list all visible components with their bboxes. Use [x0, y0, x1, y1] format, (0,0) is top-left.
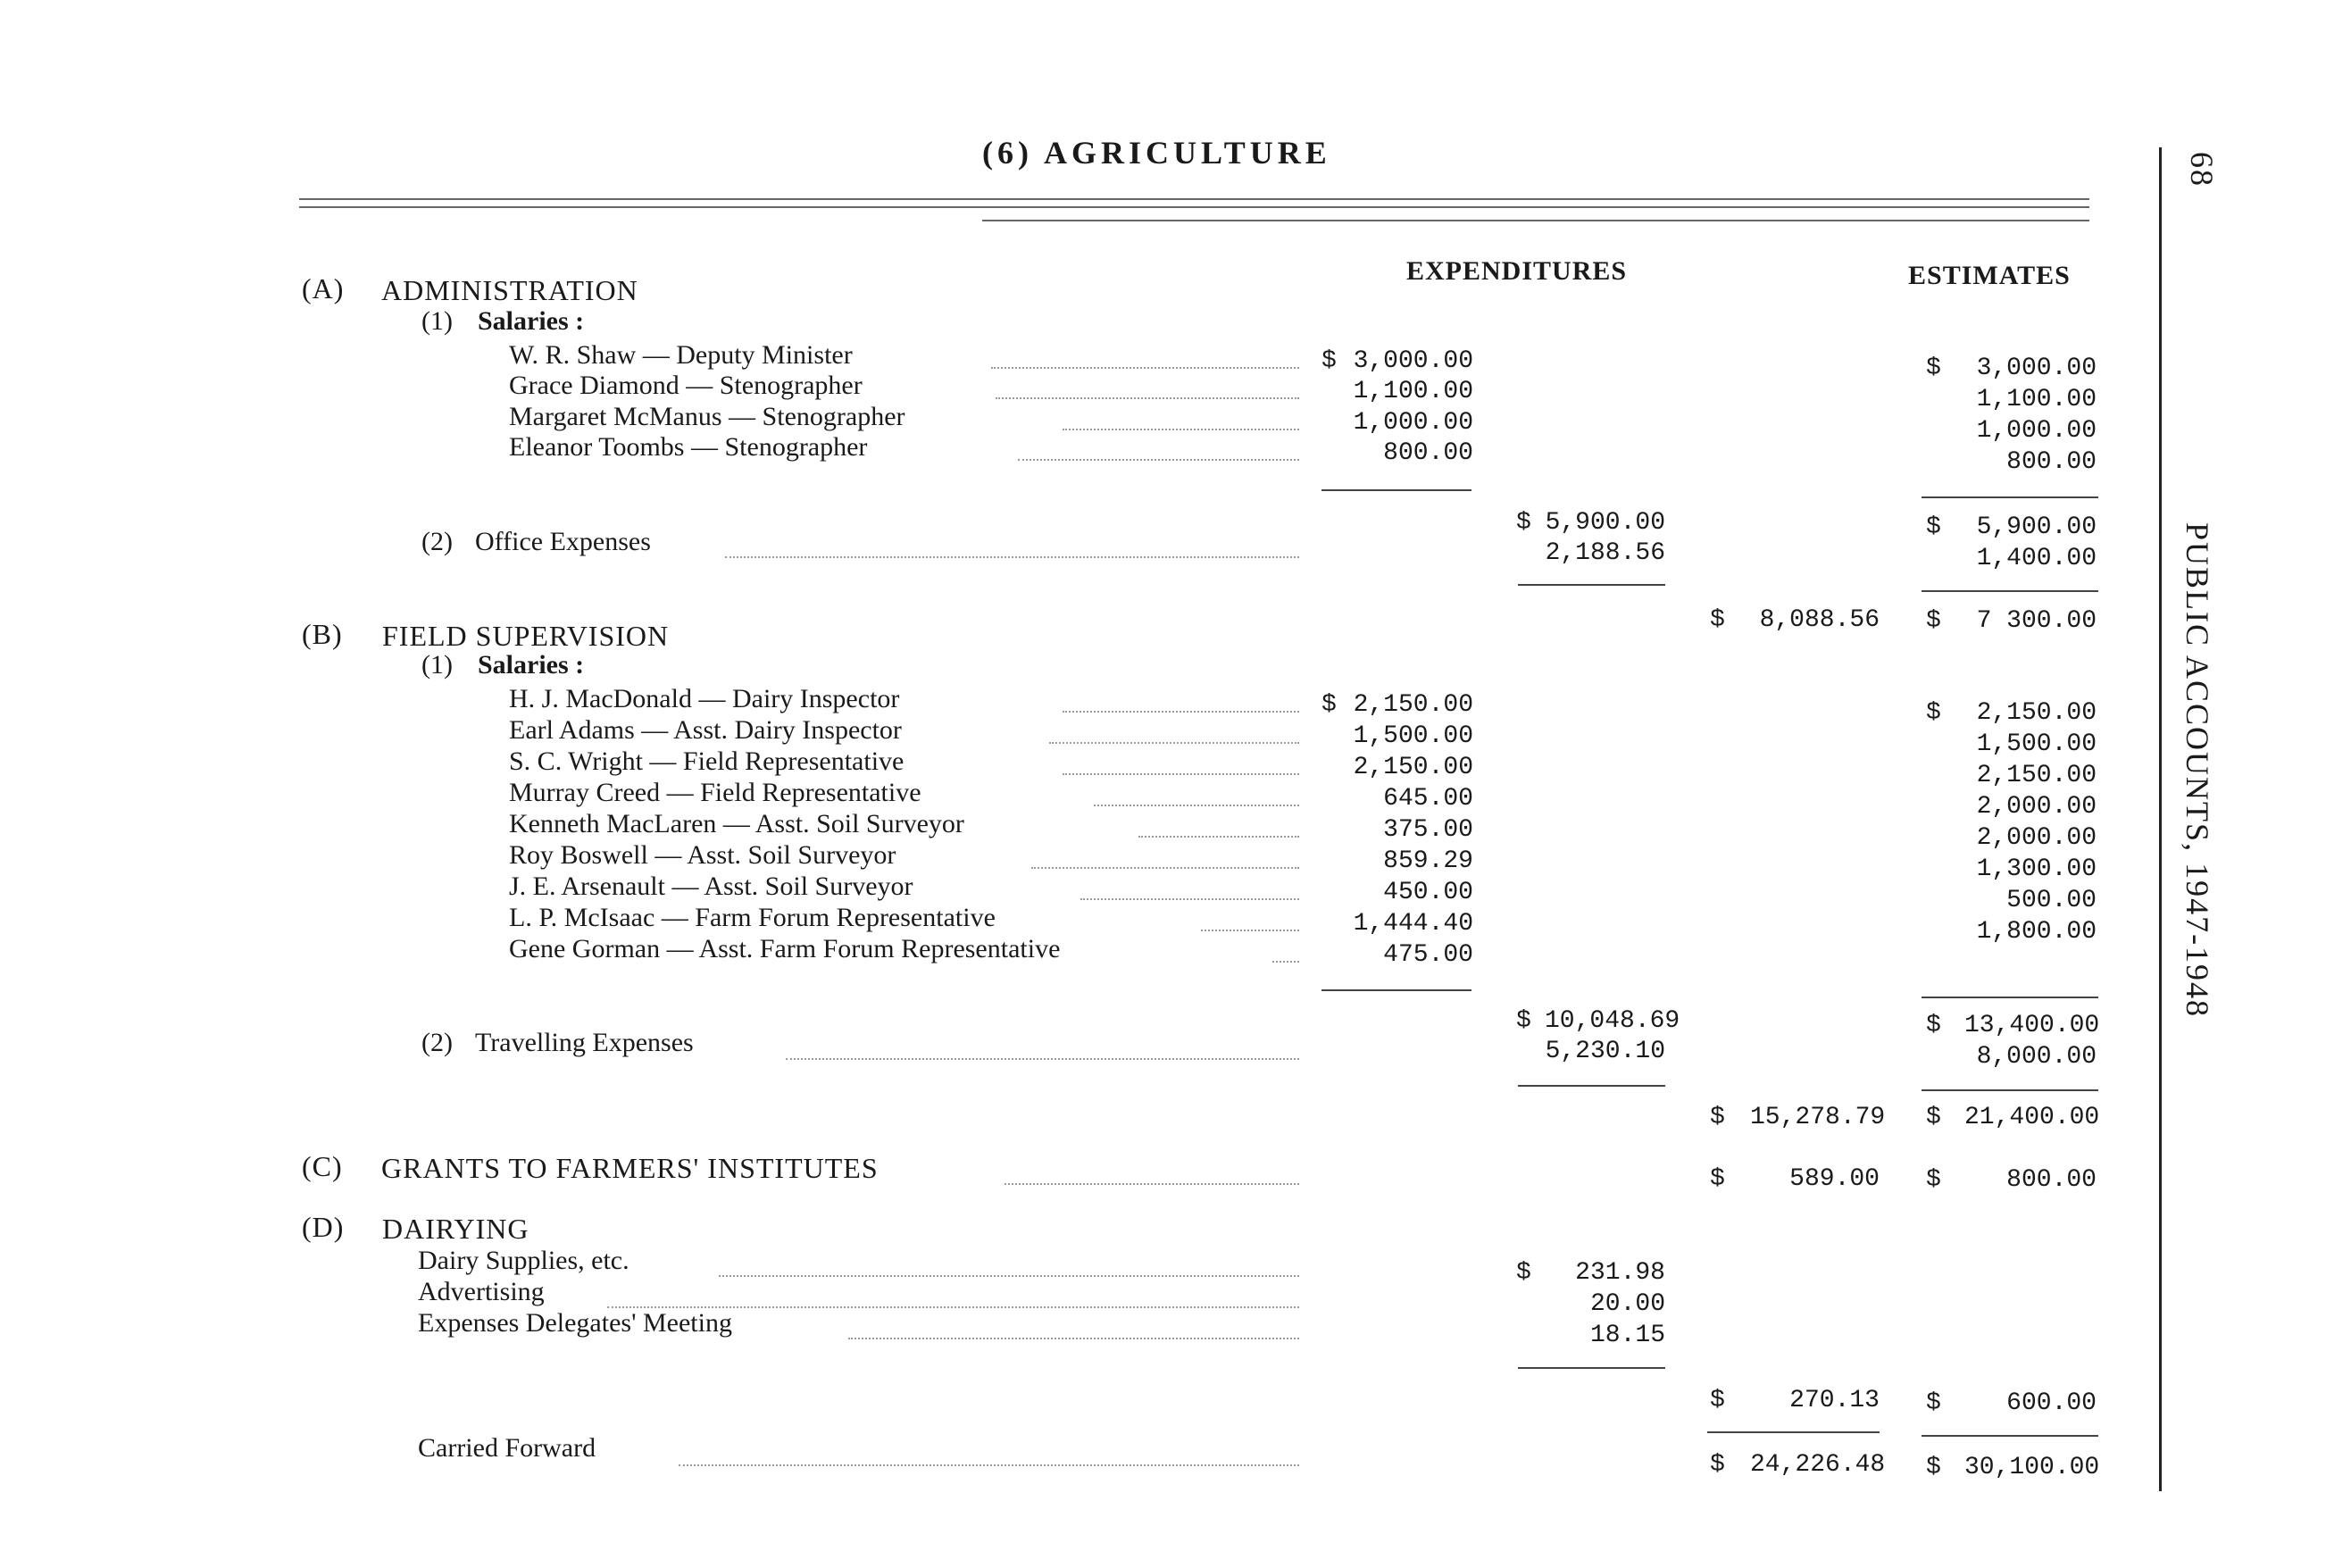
salary-row-estimate: 1,300.00	[1976, 855, 2097, 883]
carried-forward-rule	[1707, 1431, 1880, 1433]
salary-row-name: Eleanor Toombs — Stenographer	[509, 432, 868, 462]
salary-row-name: J. E. Arsenault — Asst. Soil Surveyor	[509, 872, 913, 901]
salary-row-expenditure: 2,150.00	[1353, 691, 1473, 719]
right-margin-line	[2159, 147, 2162, 1491]
salary-row-estimate: 2,150.00	[1976, 699, 2097, 727]
dot-leader	[679, 1464, 1299, 1466]
dot-leader	[1063, 773, 1299, 775]
dollar-sign: $	[1926, 1012, 1941, 1039]
dollar-sign: $	[1926, 607, 1941, 635]
dot-leader	[725, 556, 1299, 558]
dollar-sign: $	[1321, 347, 1337, 375]
dollar-sign: $	[1710, 606, 1725, 634]
dollar-sign: $	[1926, 513, 1941, 541]
salary-row-name: Murray Creed — Field Representative	[509, 778, 921, 807]
side-title: PUBLIC ACCOUNTS, 1947-1948	[2180, 522, 2215, 1019]
section-a-salaries-total: 5,900.00	[1545, 509, 1665, 537]
dollar-sign: $	[1516, 509, 1531, 537]
carried-forward-total: 24,226.48	[1750, 1451, 1886, 1479]
section-a-salaries-title: Salaries :	[478, 306, 585, 336]
dot-leader	[1018, 459, 1299, 461]
section-a-salaries-total-estimate: 5,900.00	[1976, 513, 2097, 541]
section-b-salaries-total-estimate: 13,400.00	[1964, 1012, 2100, 1039]
subtotal-rule	[1922, 496, 2098, 498]
salary-row-name: Grace Diamond — Stenographer	[509, 371, 863, 400]
section-b-salaries-total: 10,048.69	[1545, 1007, 1680, 1035]
subtotal-rule	[1922, 997, 2098, 998]
total-rule	[1922, 590, 2098, 592]
salary-row-estimate: 1,100.00	[1976, 386, 2097, 413]
section-a-salaries-label: (1)	[421, 306, 453, 336]
dot-leader	[1049, 742, 1299, 744]
section-d-title: DAIRYING	[382, 1213, 529, 1245]
dollar-sign: $	[1926, 699, 1941, 727]
dollar-sign: $	[1926, 354, 1941, 382]
dollar-sign: $	[1516, 1007, 1531, 1035]
travel-expenses-estimate: 8,000.00	[1976, 1043, 2097, 1071]
section-c-total-estimate: 800.00	[2006, 1166, 2097, 1194]
header-rule-top	[299, 198, 2089, 200]
salary-row-expenditure: 375.00	[1383, 816, 1473, 844]
salary-row-expenditure: 800.00	[1383, 439, 1473, 467]
dairying-item-amount: 18.15	[1589, 1322, 1665, 1349]
dollar-sign: $	[1926, 1104, 1941, 1131]
section-c-label: (C)	[302, 1150, 343, 1182]
carried-forward-label: Carried Forward	[418, 1433, 596, 1463]
dot-leader	[1138, 836, 1299, 838]
dot-leader	[996, 397, 1299, 399]
salary-row-estimate: 2,000.00	[1976, 793, 2097, 821]
dollar-sign: $	[1926, 1454, 1941, 1481]
dollar-sign: $	[1710, 1165, 1725, 1193]
dairying-item-name: Dairy Supplies, etc.	[418, 1246, 629, 1275]
dot-leader	[991, 367, 1299, 369]
dollar-sign: $	[1926, 1166, 1941, 1194]
dot-leader	[719, 1275, 1299, 1277]
section-b-total: 15,278.79	[1750, 1104, 1886, 1131]
dairying-item-name: Expenses Delegates' Meeting	[418, 1308, 732, 1338]
office-expenses-estimate: 1,400.00	[1976, 545, 2097, 572]
office-expenses-amount: 2,188.56	[1545, 539, 1665, 567]
page-title: (6) AGRICULTURE	[982, 135, 1331, 171]
dollar-sign: $	[1926, 1389, 1941, 1417]
section-c-title: GRANTS TO FARMERS' INSTITUTES	[381, 1152, 879, 1184]
salary-row-estimate: 3,000.00	[1976, 354, 2097, 382]
salary-row-name: H. J. MacDonald — Dairy Inspector	[509, 684, 900, 713]
total-rule	[1922, 1089, 2098, 1091]
dot-leader	[1094, 805, 1299, 806]
section-a-label: (A)	[302, 272, 345, 304]
salary-row-name: Gene Gorman — Asst. Farm Forum Representative	[509, 934, 1061, 963]
header-rule-third	[982, 220, 2089, 221]
dot-leader	[1063, 429, 1299, 430]
salary-row-expenditure: 2,150.00	[1353, 754, 1473, 781]
section-b-salaries-label: (1)	[421, 650, 453, 680]
section-d-label: (D)	[302, 1211, 345, 1243]
subtotal-rule	[1321, 489, 1471, 491]
total-rule	[1518, 1085, 1665, 1087]
subtotal-rule	[1321, 989, 1471, 991]
salary-row-expenditure: 859.29	[1383, 847, 1473, 875]
dot-leader	[1080, 898, 1299, 900]
section-b-total-estimate: 21,400.00	[1964, 1104, 2100, 1131]
salary-row-expenditure: 645.00	[1383, 785, 1473, 813]
dot-leader	[1272, 961, 1299, 963]
salary-row-estimate: 800.00	[2006, 448, 2097, 476]
section-a-title: ADMINISTRATION	[381, 274, 638, 306]
salary-row-name: Margaret McManus — Stenographer	[509, 402, 905, 431]
dairying-item-amount: 231.98	[1575, 1259, 1665, 1287]
salary-row-expenditure: 1,000.00	[1353, 409, 1473, 437]
salary-row-name: Earl Adams — Asst. Dairy Inspector	[509, 715, 902, 745]
travel-expenses-title: Travelling Expenses	[475, 1028, 694, 1057]
salary-row-estimate: 1,000.00	[1976, 417, 2097, 445]
page-number: 68	[2184, 152, 2220, 188]
section-b-title: FIELD SUPERVISION	[382, 620, 670, 652]
dot-leader	[848, 1338, 1299, 1339]
dot-leader	[1201, 930, 1299, 931]
dot-leader	[1005, 1183, 1299, 1185]
salary-row-expenditure: 475.00	[1383, 941, 1473, 969]
salary-row-estimate: 1,500.00	[1976, 730, 2097, 758]
column-header-estimates: ESTIMATES	[1908, 261, 2071, 290]
carried-forward-rule	[1922, 1435, 2098, 1437]
section-b-salaries-title: Salaries :	[478, 650, 585, 680]
dot-leader	[1063, 711, 1299, 713]
salary-row-expenditure: 1,500.00	[1353, 722, 1473, 750]
salary-row-estimate: 500.00	[2006, 887, 2097, 914]
dollar-sign: $	[1321, 691, 1337, 719]
office-expenses-label: (2)	[421, 527, 453, 556]
section-c-total: 589.00	[1789, 1165, 1880, 1193]
dairying-item-amount: 20.00	[1589, 1290, 1665, 1318]
dollar-sign: $	[1516, 1259, 1531, 1287]
total-rule	[1518, 1367, 1665, 1369]
travel-expenses-label: (2)	[421, 1028, 453, 1057]
section-d-total: 270.13	[1789, 1387, 1880, 1414]
section-b-label: (B)	[302, 618, 343, 650]
dollar-sign: $	[1710, 1387, 1725, 1414]
salary-row-expenditure: 1,100.00	[1353, 378, 1473, 405]
section-a-total: 8,088.56	[1759, 606, 1880, 634]
header-rule-bottom	[299, 206, 2089, 208]
salary-row-estimate: 2,150.00	[1976, 762, 2097, 789]
dairying-item-name: Advertising	[418, 1277, 545, 1306]
salary-row-name: S. C. Wright — Field Representative	[509, 746, 905, 776]
salary-row-expenditure: 1,444.40	[1353, 910, 1473, 938]
salary-row-name: Kenneth MacLaren — Asst. Soil Surveyor	[509, 809, 964, 838]
dollar-sign: $	[1710, 1451, 1725, 1479]
dot-leader	[786, 1058, 1299, 1060]
total-rule	[1518, 584, 1665, 586]
section-d-total-estimate: 600.00	[2006, 1389, 2097, 1417]
dot-leader	[1031, 867, 1299, 869]
carried-forward-total-estimate: 30,100.00	[1964, 1454, 2100, 1481]
column-header-expenditures: EXPENDITURES	[1406, 256, 1628, 286]
office-expenses-title: Office Expenses	[475, 527, 651, 556]
travel-expenses-amount: 5,230.10	[1545, 1038, 1665, 1065]
salary-row-expenditure: 450.00	[1383, 879, 1473, 906]
dollar-sign: $	[1710, 1104, 1725, 1131]
section-a-total-estimate: 7 300.00	[1976, 607, 2097, 635]
salary-row-expenditure: 3,000.00	[1353, 347, 1473, 375]
salary-row-estimate: 2,000.00	[1976, 824, 2097, 852]
salary-row-name: W. R. Shaw — Deputy Minister	[509, 340, 853, 370]
salary-row-name: Roy Boswell — Asst. Soil Surveyor	[509, 840, 896, 870]
salary-row-estimate: 1,800.00	[1976, 918, 2097, 946]
salary-row-name: L. P. McIsaac — Farm Forum Representative	[509, 903, 996, 932]
